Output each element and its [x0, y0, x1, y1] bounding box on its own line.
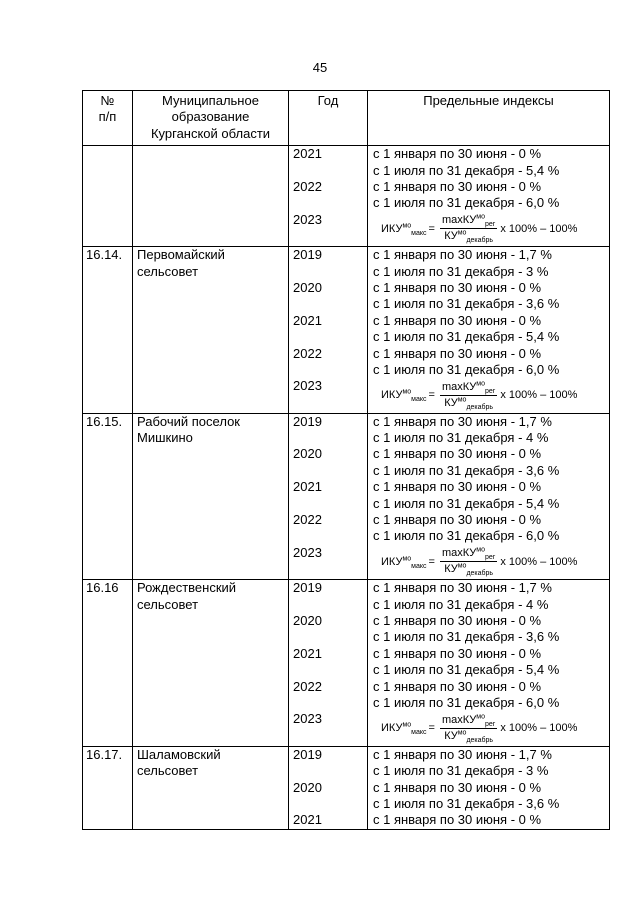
table-body [83, 146, 610, 829]
formula-num-symbol: maxКУ [441, 547, 477, 560]
row-municipality [133, 413, 289, 580]
row-municipality [133, 146, 289, 247]
municipality-name: Рабочий поселок Мишкино [137, 413, 240, 446]
year-cell: 2020 [293, 612, 322, 628]
year-cell: 2022 [293, 345, 322, 361]
index-line: с 1 января по 30 июня - 0 % [373, 645, 542, 661]
formula-den-sub: декабрь [466, 237, 494, 245]
formula-max-index [373, 545, 605, 579]
index-line: с 1 января по 30 июня - 0 % [373, 479, 542, 495]
formula-max-index [373, 711, 605, 745]
row-municipality [133, 247, 289, 414]
formula-lhs [381, 720, 427, 736]
row-indices [368, 247, 610, 414]
index-line: с 1 января по 30 июня - 0 % [373, 279, 542, 295]
row-years [289, 146, 368, 247]
row-num: 16.17. [83, 746, 133, 829]
formula-num-sub: рег [484, 221, 496, 229]
index-line: с 1 июля по 31 декабря - 4 % [373, 430, 549, 446]
year-cell: 2019 [293, 580, 322, 596]
formula-den-sub: декабрь [466, 403, 494, 411]
formula-equals: = [428, 222, 435, 235]
index-line: с 1 января по 30 июня - 0 % [373, 779, 542, 795]
year-cell: 2022 [293, 512, 322, 528]
year-cell: 2023 [293, 711, 322, 727]
formula-lhs-sub: макс [411, 729, 427, 737]
formula-den-sup: мо [457, 396, 467, 404]
year-cell: 2020 [293, 446, 322, 462]
year-spacer [293, 228, 363, 246]
year-cell: 2021 [293, 479, 322, 495]
year-cell: 2022 [293, 179, 322, 194]
row-num: 16.14. [83, 247, 133, 414]
formula-denominator [444, 562, 493, 576]
formula-numerator [440, 381, 497, 396]
year-cell: 2023 [293, 378, 322, 394]
year-spacer [293, 296, 363, 312]
formula-max-index [373, 378, 605, 412]
formula-lhs-sub: макс [411, 396, 427, 404]
index-line: с 1 января по 30 июня - 0 % [373, 612, 542, 628]
row-num [83, 146, 133, 247]
year-spacer [293, 463, 363, 479]
year-spacer [293, 561, 363, 579]
formula-num-sup: мо [476, 546, 485, 554]
formula-fraction [440, 714, 497, 743]
formula-den-symbol: КУ [444, 729, 458, 742]
year-cell: 2021 [293, 645, 322, 661]
formula-lhs-sub: макс [411, 562, 427, 570]
year-cell: 2019 [293, 247, 322, 263]
index-line: с 1 января по 30 июня - 0 % [373, 146, 542, 162]
year-spacer [293, 195, 363, 211]
index-line: с 1 января по 30 июня - 0 % [373, 312, 542, 328]
formula-fraction [440, 547, 497, 576]
formula-den-sub: декабрь [466, 737, 494, 745]
index-line: с 1 января по 30 июня - 1,7 % [373, 580, 552, 596]
formula-lhs-sup: мо [402, 388, 412, 396]
municipality-name: Первомайский сельсовет [137, 247, 225, 279]
table-row [83, 746, 610, 829]
formula-lhs-symbol: ИКУ [381, 555, 403, 568]
year-spacer [293, 362, 363, 378]
row-indices [368, 413, 610, 580]
formula-max-index [373, 212, 605, 246]
formula-tail: x 100% – 100% [500, 722, 578, 735]
table-row [83, 580, 610, 747]
formula-den-sub: декабрь [466, 570, 494, 578]
formula-lhs [381, 554, 427, 570]
year-spacer [293, 728, 363, 746]
index-line: с 1 июля по 31 декабря - 6,0 % [373, 694, 560, 710]
year-cell: 2021 [293, 812, 322, 828]
formula-lhs-symbol: ИКУ [381, 389, 403, 402]
index-line: с 1 июля по 31 декабря - 3,6 % [373, 296, 560, 312]
formula-lhs-sup: мо [402, 221, 412, 229]
formula-den-sup: мо [457, 562, 467, 570]
row-municipality [133, 580, 289, 747]
header-year: Год [289, 91, 368, 146]
formula-denominator [444, 729, 493, 743]
index-line: с 1 июля по 31 декабря - 6,0 % [373, 528, 560, 544]
year-cell: 2023 [293, 211, 322, 227]
year-cell: 2023 [293, 544, 322, 560]
year-spacer [293, 528, 363, 544]
year-spacer [293, 496, 363, 512]
index-line: с 1 июля по 31 декабря - 3,6 % [373, 795, 560, 811]
index-line: с 1 января по 30 июня - 1,7 % [373, 746, 552, 762]
formula-num-symbol: maxКУ [441, 380, 477, 393]
formula-num-sub: рег [484, 387, 496, 395]
year-spacer [293, 597, 363, 613]
formula-num-sup: мо [476, 713, 485, 721]
year-cell: 2021 [293, 312, 322, 328]
municipality-name: Шаламовский сельсовет [137, 746, 221, 779]
header-index: Предельные индексы [368, 91, 610, 146]
index-line: с 1 января по 30 июня - 1,7 % [373, 413, 552, 429]
year-cell: 2020 [293, 779, 322, 795]
formula-tail: x 100% – 100% [500, 222, 578, 235]
row-indices [368, 146, 610, 247]
table-row [83, 146, 610, 247]
index-line: с 1 июля по 31 декабря - 3,6 % [373, 629, 560, 645]
formula-lhs-symbol: ИКУ [381, 722, 403, 735]
year-spacer [293, 763, 363, 779]
formula-num-symbol: maxКУ [441, 713, 477, 726]
formula-fraction [440, 381, 497, 410]
index-line: с 1 июля по 31 декабря - 6,0 % [373, 361, 560, 377]
year-cell: 2019 [293, 746, 322, 762]
formula-lhs [381, 387, 427, 403]
row-indices [368, 580, 610, 747]
row-num: 16.16 [83, 580, 133, 747]
year-cell: 2022 [293, 678, 322, 694]
year-spacer [293, 264, 363, 280]
formula-lhs [381, 221, 427, 237]
index-line: с 1 июля по 31 декабря - 5,4 % [373, 329, 560, 345]
row-years [289, 413, 368, 580]
row-years [289, 247, 368, 414]
formula-den-symbol: КУ [444, 563, 458, 576]
table-row [83, 247, 610, 414]
index-line: с 1 января по 30 июня - 0 % [373, 512, 542, 528]
row-num: 16.15. [83, 413, 133, 580]
formula-equals: = [428, 722, 435, 735]
formula-num-symbol: maxКУ [441, 214, 477, 227]
year-spacer [293, 430, 363, 446]
year-spacer [293, 395, 363, 413]
formula-num-sup: мо [476, 380, 485, 388]
formula-denominator [444, 229, 493, 243]
year-spacer [293, 163, 363, 179]
row-indices [368, 746, 610, 829]
index-line: с 1 июля по 31 декабря - 3,6 % [373, 462, 560, 478]
formula-den-sup: мо [457, 729, 467, 737]
row-years [289, 580, 368, 747]
limit-indices-table [82, 90, 610, 830]
year-spacer [293, 329, 363, 345]
formula-num-sub: рег [484, 721, 496, 729]
formula-fraction [440, 214, 497, 243]
index-line: с 1 июля по 31 декабря - 3 % [373, 763, 549, 779]
formula-equals: = [428, 389, 435, 402]
header-municipality: Муниципальное образование Курганской области [133, 91, 289, 146]
row-municipality [133, 746, 289, 829]
index-line: с 1 июля по 31 декабря - 5,4 % [373, 662, 560, 678]
year-cell: 2020 [293, 279, 322, 295]
formula-lhs-sup: мо [402, 721, 412, 729]
index-line: с 1 июля по 31 декабря - 5,4 % [373, 495, 560, 511]
formula-lhs-sub: макс [411, 229, 427, 237]
index-line: с 1 января по 30 июня - 1,7 % [373, 247, 552, 263]
formula-tail: x 100% – 100% [500, 389, 578, 402]
page-number: 45 [312, 60, 328, 75]
formula-numerator [440, 214, 497, 229]
year-cell: 2021 [293, 146, 322, 162]
index-line: с 1 июля по 31 декабря - 6,0 % [373, 195, 560, 211]
index-line: с 1 января по 30 июня - 0 % [373, 345, 542, 361]
formula-numerator [440, 547, 497, 562]
formula-den-sup: мо [457, 229, 467, 237]
formula-lhs-sup: мо [402, 554, 412, 562]
year-spacer [293, 796, 363, 812]
formula-denominator [444, 396, 493, 410]
index-line: с 1 января по 30 июня - 0 % [373, 179, 542, 194]
formula-lhs-symbol: ИКУ [381, 222, 403, 235]
year-cell: 2019 [293, 413, 322, 429]
index-line: с 1 июля по 31 декабря - 5,4 % [373, 162, 560, 178]
formula-equals: = [428, 555, 435, 568]
formula-den-symbol: КУ [444, 396, 458, 409]
year-spacer [293, 662, 363, 678]
table-row [83, 413, 610, 580]
formula-tail: x 100% – 100% [500, 555, 578, 568]
formula-numerator [440, 714, 497, 729]
year-spacer [293, 629, 363, 645]
index-line: с 1 января по 30 июня - 0 % [373, 446, 542, 462]
index-line: с 1 июля по 31 декабря - 4 % [373, 596, 549, 612]
formula-den-symbol: КУ [444, 230, 458, 243]
row-years [289, 746, 368, 829]
year-spacer [293, 695, 363, 711]
municipality-name: Рождественский сельсовет [137, 580, 237, 612]
index-line: с 1 января по 30 июня - 0 % [373, 812, 542, 828]
index-line: с 1 января по 30 июня - 0 % [373, 678, 542, 694]
formula-num-sup: мо [476, 213, 485, 221]
formula-num-sub: рег [484, 554, 496, 562]
header-num: № п/п [83, 91, 133, 146]
index-line: с 1 июля по 31 декабря - 3 % [373, 263, 549, 279]
table-header-row [83, 91, 610, 146]
